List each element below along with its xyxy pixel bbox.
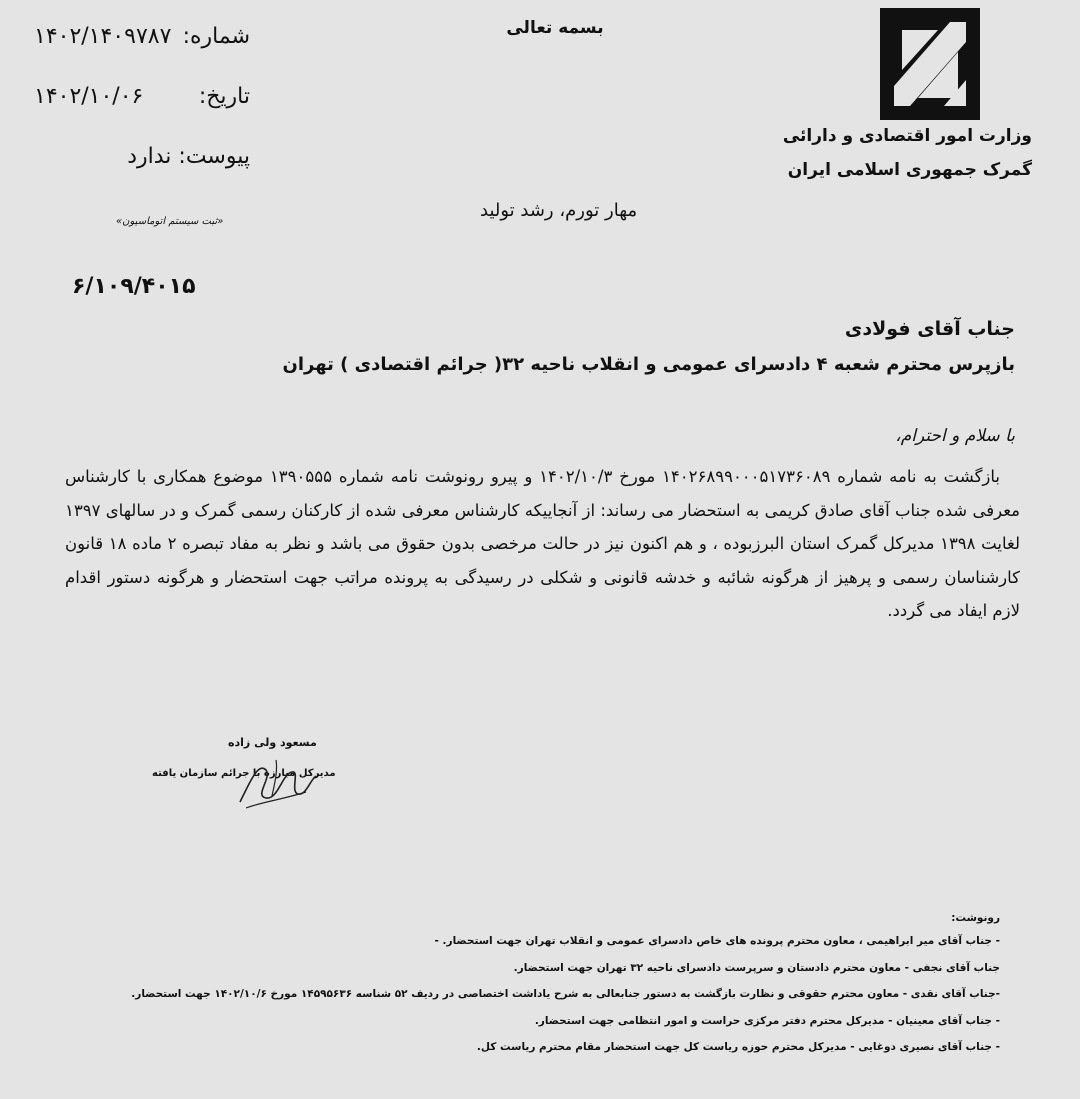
attachment-label: پیوست: bbox=[178, 144, 250, 169]
attachment-row bbox=[20, 144, 260, 178]
date-label: تاریخ: bbox=[198, 84, 250, 109]
recipient-title: بازپرس محترم شعبه ۴ دادسرای عمومی و انقلاب ناحیه ۳۲( جرائم اقتصادی ) تهران bbox=[282, 354, 1015, 375]
attachment-value: ندارد bbox=[127, 144, 172, 169]
registry-note: «ثبت سیستم اتوماسیون» bbox=[116, 216, 224, 227]
number-label: شماره: bbox=[182, 24, 250, 49]
cc-item: جناب آقای نجفی - معاون محترم دادستان و سرپرست دادسرای ناحیه ۳۲ تهران جهت استحضار. bbox=[513, 961, 1000, 974]
bismillah-heading: بسمه تعالی bbox=[506, 18, 604, 38]
cc-item: - جناب آقای معینیان - مدیرکل محترم دفتر مرکزی حراست و امور انتظامی جهت استحضار. bbox=[534, 1014, 1000, 1027]
handwritten-signature-icon bbox=[236, 752, 320, 812]
cc-list bbox=[100, 912, 1000, 1061]
cc-item: -جناب آقای نقدی - معاون محترم حقوقی و نظارت بازگشت به دستور جنابعالی به شرح یاداشت اختصاصی در ردیف ۵۲ شناسه ۱۴۵۹۵۶۳۶ مورخ ۱۴۰۲/۱۰/۶ جهت استحضار. bbox=[131, 988, 1000, 1000]
recipient-name: جناب آقای فولادی bbox=[844, 318, 1015, 340]
signer-title: مدیرکل مبارزه با جرائم سازمان یافته bbox=[152, 768, 336, 779]
date-value: ۱۴۰۲/۱۰/۰۶ bbox=[34, 84, 144, 109]
organization-name: گمرک جمهوری اسلامی ایران bbox=[787, 160, 1032, 180]
letter-date-row bbox=[20, 84, 260, 118]
letter-number-row bbox=[20, 24, 260, 58]
greeting: با سلام و احترام، bbox=[895, 426, 1015, 446]
slogan: مهار تورم، رشد تولید bbox=[480, 200, 638, 221]
reference-code: ۶/۱۰۹/۴۰۱۵ bbox=[72, 274, 196, 299]
number-value: ۱۴۰۲/۱۴۰۹۷۸۷ bbox=[34, 24, 172, 49]
body-paragraph: بازگشت به نامه شماره ۱۴۰۲۶۸۹۹۰۰۰۵۱۷۳۶۰۸۹ مورخ ۱۴۰۲/۱۰/۳ و پیرو رونوشت نامه شماره ۱۳۹۰۵۵۵ موضوع همکاری با کارشناس معرفی شده جناب آقای صادق کریمی به استحضار می رساند: از آنجاییکه کارشناس معرفی شده از کارکنان رسمی گمرک و در سالهای ۱۳۹۷ لغایت ۱۳۹۸ مدیرکل گمرک استان البرزبوده ، و هم اکنون نیز در حالت مرخصی بدون حقوق می باشد و نظر به مفاد تبصره ۲ ماده ۱۸ قانون کارشناسان رسمی و پرهیز از هرگونه شائبه و خدشه قانونی و شکلی در رسیدگی به پرونده مراتب جهت استحضار و هرگونه دستور اقدام لازم ایفاد می گردد. bbox=[65, 467, 1020, 620]
cc-item: - جناب آقای میر ابراهیمی ، معاون محترم پرونده های خاص دادسرای عمومی و انقلاب تهران جهت استحضار. - bbox=[434, 935, 1000, 947]
signer-name: مسعود ولی زاده bbox=[228, 736, 317, 749]
ministry-name: وزارت امور اقتصادی و دارائی bbox=[782, 126, 1032, 146]
cc-item: - جناب آقای نصیری دوغایی - مدیرکل محترم حوزه ریاست کل جهت استحضار مقام محترم ریاست کل. bbox=[476, 1041, 1000, 1053]
customs-logo-icon bbox=[880, 8, 980, 120]
letter-body bbox=[65, 460, 1020, 628]
cc-title: رونوشت: bbox=[951, 912, 1000, 924]
